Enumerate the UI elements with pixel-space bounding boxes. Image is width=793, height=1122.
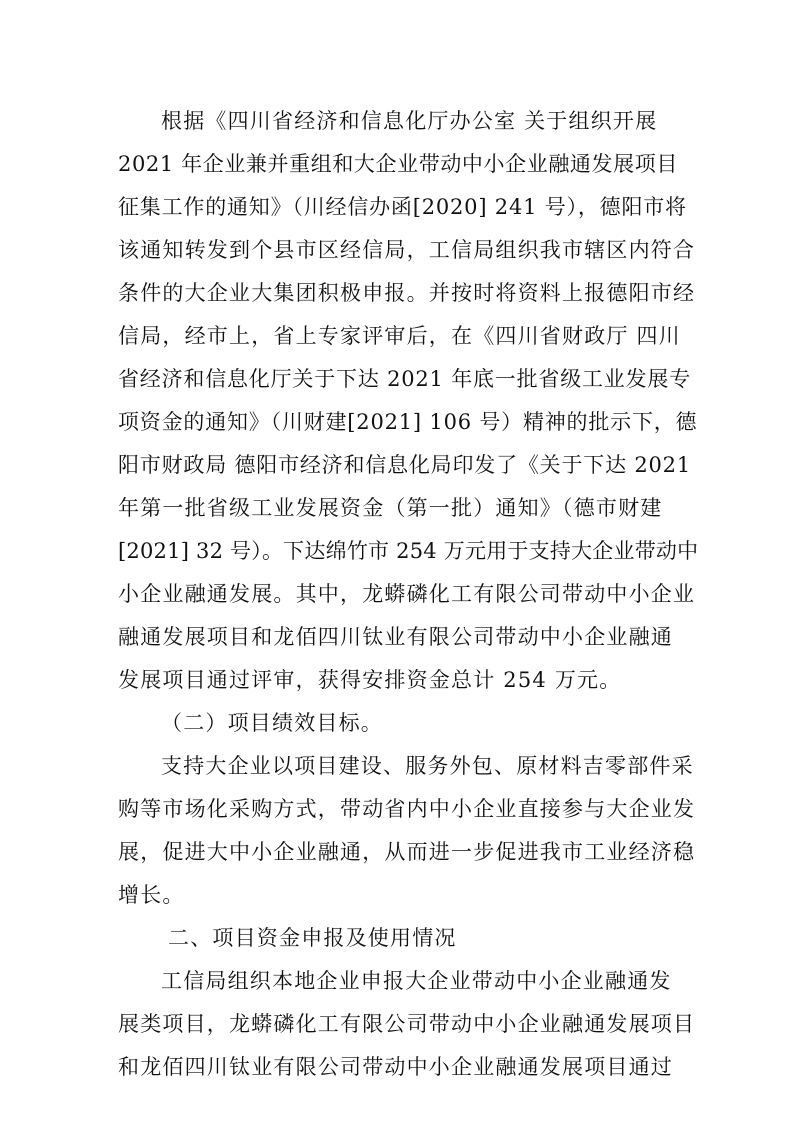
text-line: 年第一批省级工业发展资金（第一批）通知》（德市财建 [118,496,663,520]
text-line: 工信局组织本地企业申报大企业带动中小企业融通发 [161,969,672,993]
text-line: 发展项目通过评审，获得安排资金总计 254 万元。 [118,668,622,692]
text-line: 支持大企业以项目建设、服务外包、原材料吉零部件采 [161,754,694,778]
text-line: 信局，经市上，省上专家评审后，在《四川省财政厅 四川 [118,324,681,348]
text-line: 根据《四川省经济和信息化厅办公室 关于组织开展 [161,109,658,133]
text-line: 条件的大企业大集团积极申报。并按时将资料上报德阳市经 [118,281,696,305]
section-heading: 二、项目资金申报及使用情况 [168,926,457,950]
text-line: [2021] 32 号）。下达绵竹市 254 万元用于支持大企业带动中 [118,539,699,563]
text-line: 购等市场化采购方式，带动省内中小企业直接参与大企业发 [118,797,696,821]
text-line: 展，促进大中小企业融通，从而进一步促进我市工业经济稳 [118,840,696,864]
text-line: 展类项目，龙蟒磷化工有限公司带动中小企业融通发展项目 [118,1012,696,1036]
text-line: 省经济和信息化厅关于下达 2021 年底一批省级工业发展专 [118,367,691,391]
text-line: 和龙佰四川钛业有限公司带动中小企业融通发展项目通过 [118,1055,673,1079]
text-line: 增长。 [118,883,185,907]
text-line: 阳市财政局 德阳市经济和信息化局印发了《关于下达 2021 [118,453,691,477]
text-line: 小企业融通发展。其中，龙蟒磷化工有限公司带动中小企业 [118,582,696,606]
text-line: 项资金的通知》（川财建[2021] 106 号）精神的批示下，德 [118,410,698,434]
text-line: 融通发展项目和龙佰四川钛业有限公司带动中小企业融通 [118,625,673,649]
text-line: 该通知转发到个县市区经信局，工信局组织我市辖区内符合 [118,238,696,262]
text-line: 2021 年企业兼并重组和大企业带动中小企业融通发展项目 [118,152,678,176]
section-heading: （二）项目绩效目标。 [161,711,383,735]
text-line: 征集工作的通知》（川经信办函[2020] 241 号），德阳市将 [118,195,687,219]
